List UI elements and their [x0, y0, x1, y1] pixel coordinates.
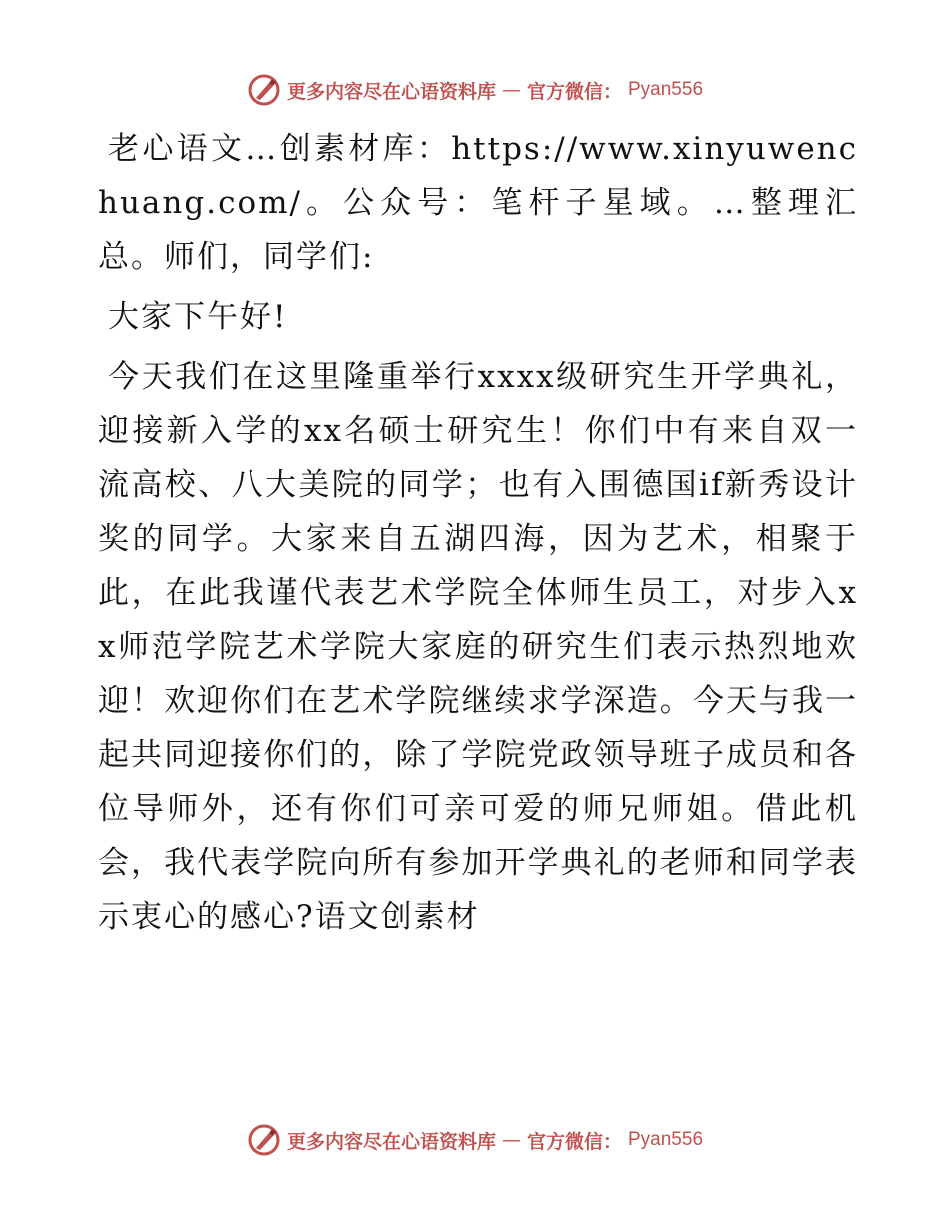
- footer-watermark: [0, 1120, 950, 1160]
- watermark-dash: —: [501, 1129, 521, 1151]
- watermark-account: Pyan556: [628, 79, 704, 100]
- header-watermark: [0, 70, 950, 110]
- pen-circle-logo-icon: [247, 1123, 281, 1157]
- pen-circle-logo-icon: [247, 73, 281, 107]
- watermark-main-text: 更多内容尽在心语资料库: [286, 80, 496, 103]
- watermark-account: Pyan556: [628, 1129, 704, 1150]
- document-body: [98, 122, 858, 944]
- watermark-dash: —: [501, 79, 521, 101]
- paragraph-greeting: 大家下午好!: [108, 299, 288, 335]
- watermark-wechat-label: 官方微信：: [526, 80, 622, 103]
- watermark-wechat-label: 官方微信：: [526, 1130, 622, 1153]
- watermark-main-text: 更多内容尽在心语资料库: [286, 1130, 496, 1153]
- paragraph-main: 今天我们在这里隆重举行xxxx级研究生开学典礼，迎接新入学的xx名硕士研究生！你们中有来自双一流高校、八大美院的同学；也有入围德国if新秀设计奖的同学。大家来自五湖四海，因为艺术，相聚于此，在此我谨代表艺术学院全体师生员工，对步入xx师范学院艺术学院大家庭的研究生们表示热烈地欢迎！欢迎你们在艺术学院继续求学深造。今天与我一起共同迎接你们的，除了学院党政领导班子成员和各位导师外，还有你们可亲可爱的师兄师姐。借此机会，我代表学院向所有参加开学典礼的老师和同学表示衷心的感心?语文创素材: [98, 359, 858, 935]
- paragraph-intro: 老心语文…创素材库：https://www.xinyuwenchuang.com/。公众号：笔杆子星域。…整理汇总。师们，同学们:: [98, 131, 858, 275]
